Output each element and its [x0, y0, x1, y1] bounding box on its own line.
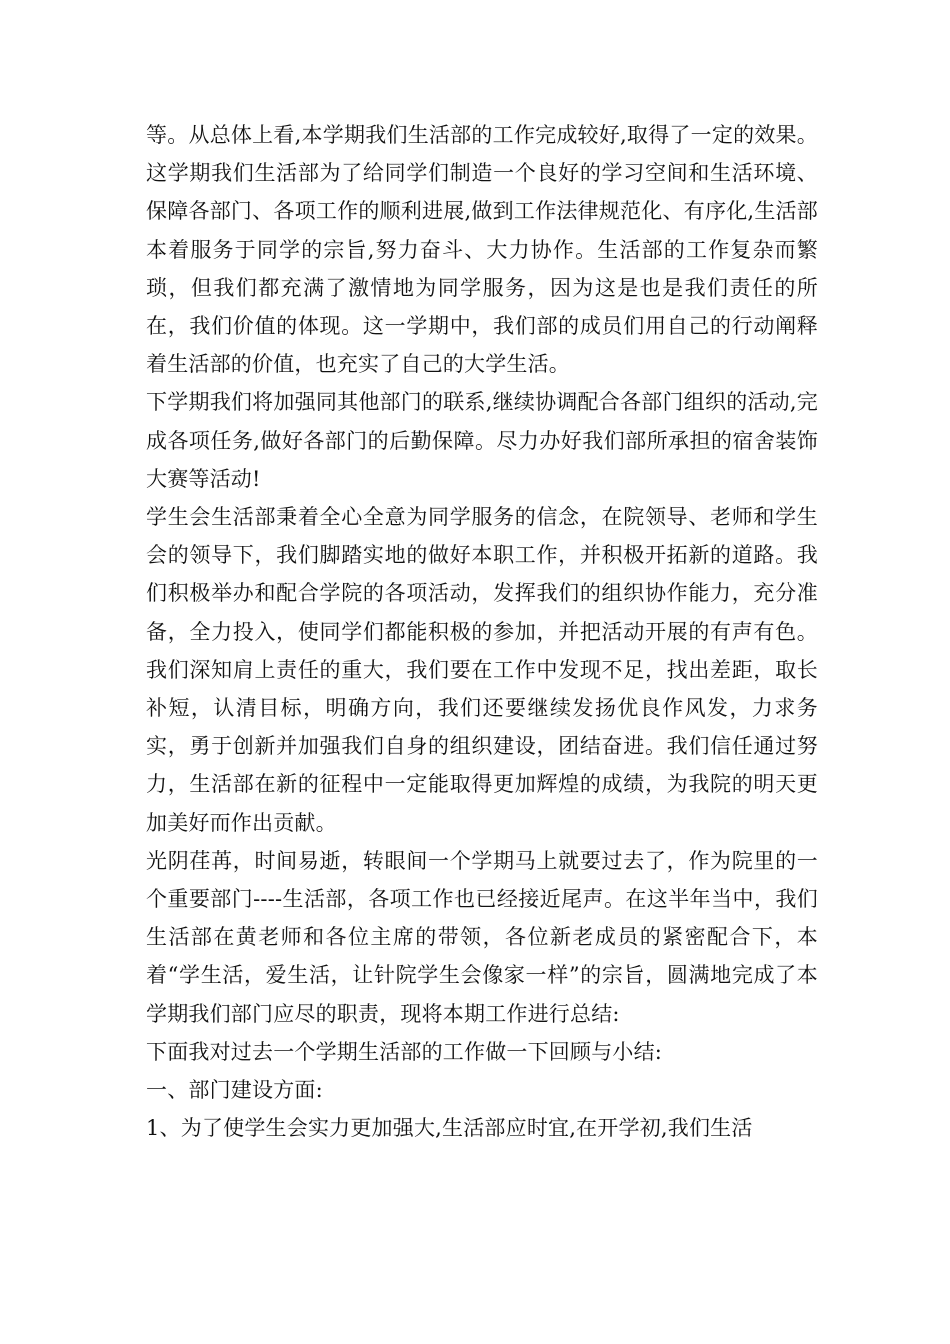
paragraph-item-1: 1、为了使学生会实力更加强大,生活部应时宜,在开学初,我们生活 — [146, 1116, 753, 1141]
paragraph-next-semester-plan: 下学期我们将加强同其他部门的联系,继续协调配合各部门组织的活动,完成各项任务,做好各部门的后勤保障。尽力办好我们部所承担的宿舍装饰大赛等活动! — [146, 390, 818, 491]
paragraph-work-summary: 等。从总体上看,本学期我们生活部的工作完成较好,取得了一定的效果。这学期我们生活部为了给同学们制造一个良好的学习空间和生活环境、保障各部门、各项工作的顺利进展,做到工作法律规范化、有序化,生活部本着服务于同学的宗旨,努力奋斗、大力协作。生活部的工作复杂而繁琐，但我们都充满了激情地为同学服务，因为这是也是我们责任的所在，我们价值的体现。这一学期中，我们部的成员们用自己的行动阐释着生活部的价值，也充实了自己的大学生活。 — [146, 123, 818, 377]
section-heading-department-building: 一、部门建设方面: — [146, 1078, 323, 1103]
paragraph-department-belief: 学生会生活部秉着全心全意为同学服务的信念，在院领导、老师和学生会的领导下，我们脚踏实地的做好本职工作，并积极开拓新的道路。我们积极举办和配合学院的各项活动，发挥我们的组织协作能力，充分准备，全力投入，使同学们都能积极的参加，并把活动开展的有声有色。我们深知肩上责任的重大，我们要在工作中发现不足，找出差距，取长补短，认清目标，明确方向，我们还要继续发扬优良作风发，力求务实，勇于创新并加强我们自身的组织建设，团结奋进。我们信任通过努力，生活部在新的征程中一定能取得更加辉煌的成绩，为我院的明天更加美好而作出贡献。 — [146, 505, 818, 835]
paragraph-semester-review-intro: 光阴荏苒，时间易逝，转眼间一个学期马上就要过去了，作为院里的一个重要部门----生活部，各项工作也已经接近尾声。在这半年当中，我们生活部在黄老师和各位主席的带领，各位新老成员的紧密配合下，本着“学生活，爱生活，让针院学生会像家一样”的宗旨，圆满地完成了本学期我们部门应尽的职责，现将本期工作进行总结: — [146, 848, 818, 1026]
paragraph-review-lead: 下面我对过去一个学期生活部的工作做一下回顾与小结: — [146, 1039, 663, 1064]
document-body — [146, 116, 818, 1147]
